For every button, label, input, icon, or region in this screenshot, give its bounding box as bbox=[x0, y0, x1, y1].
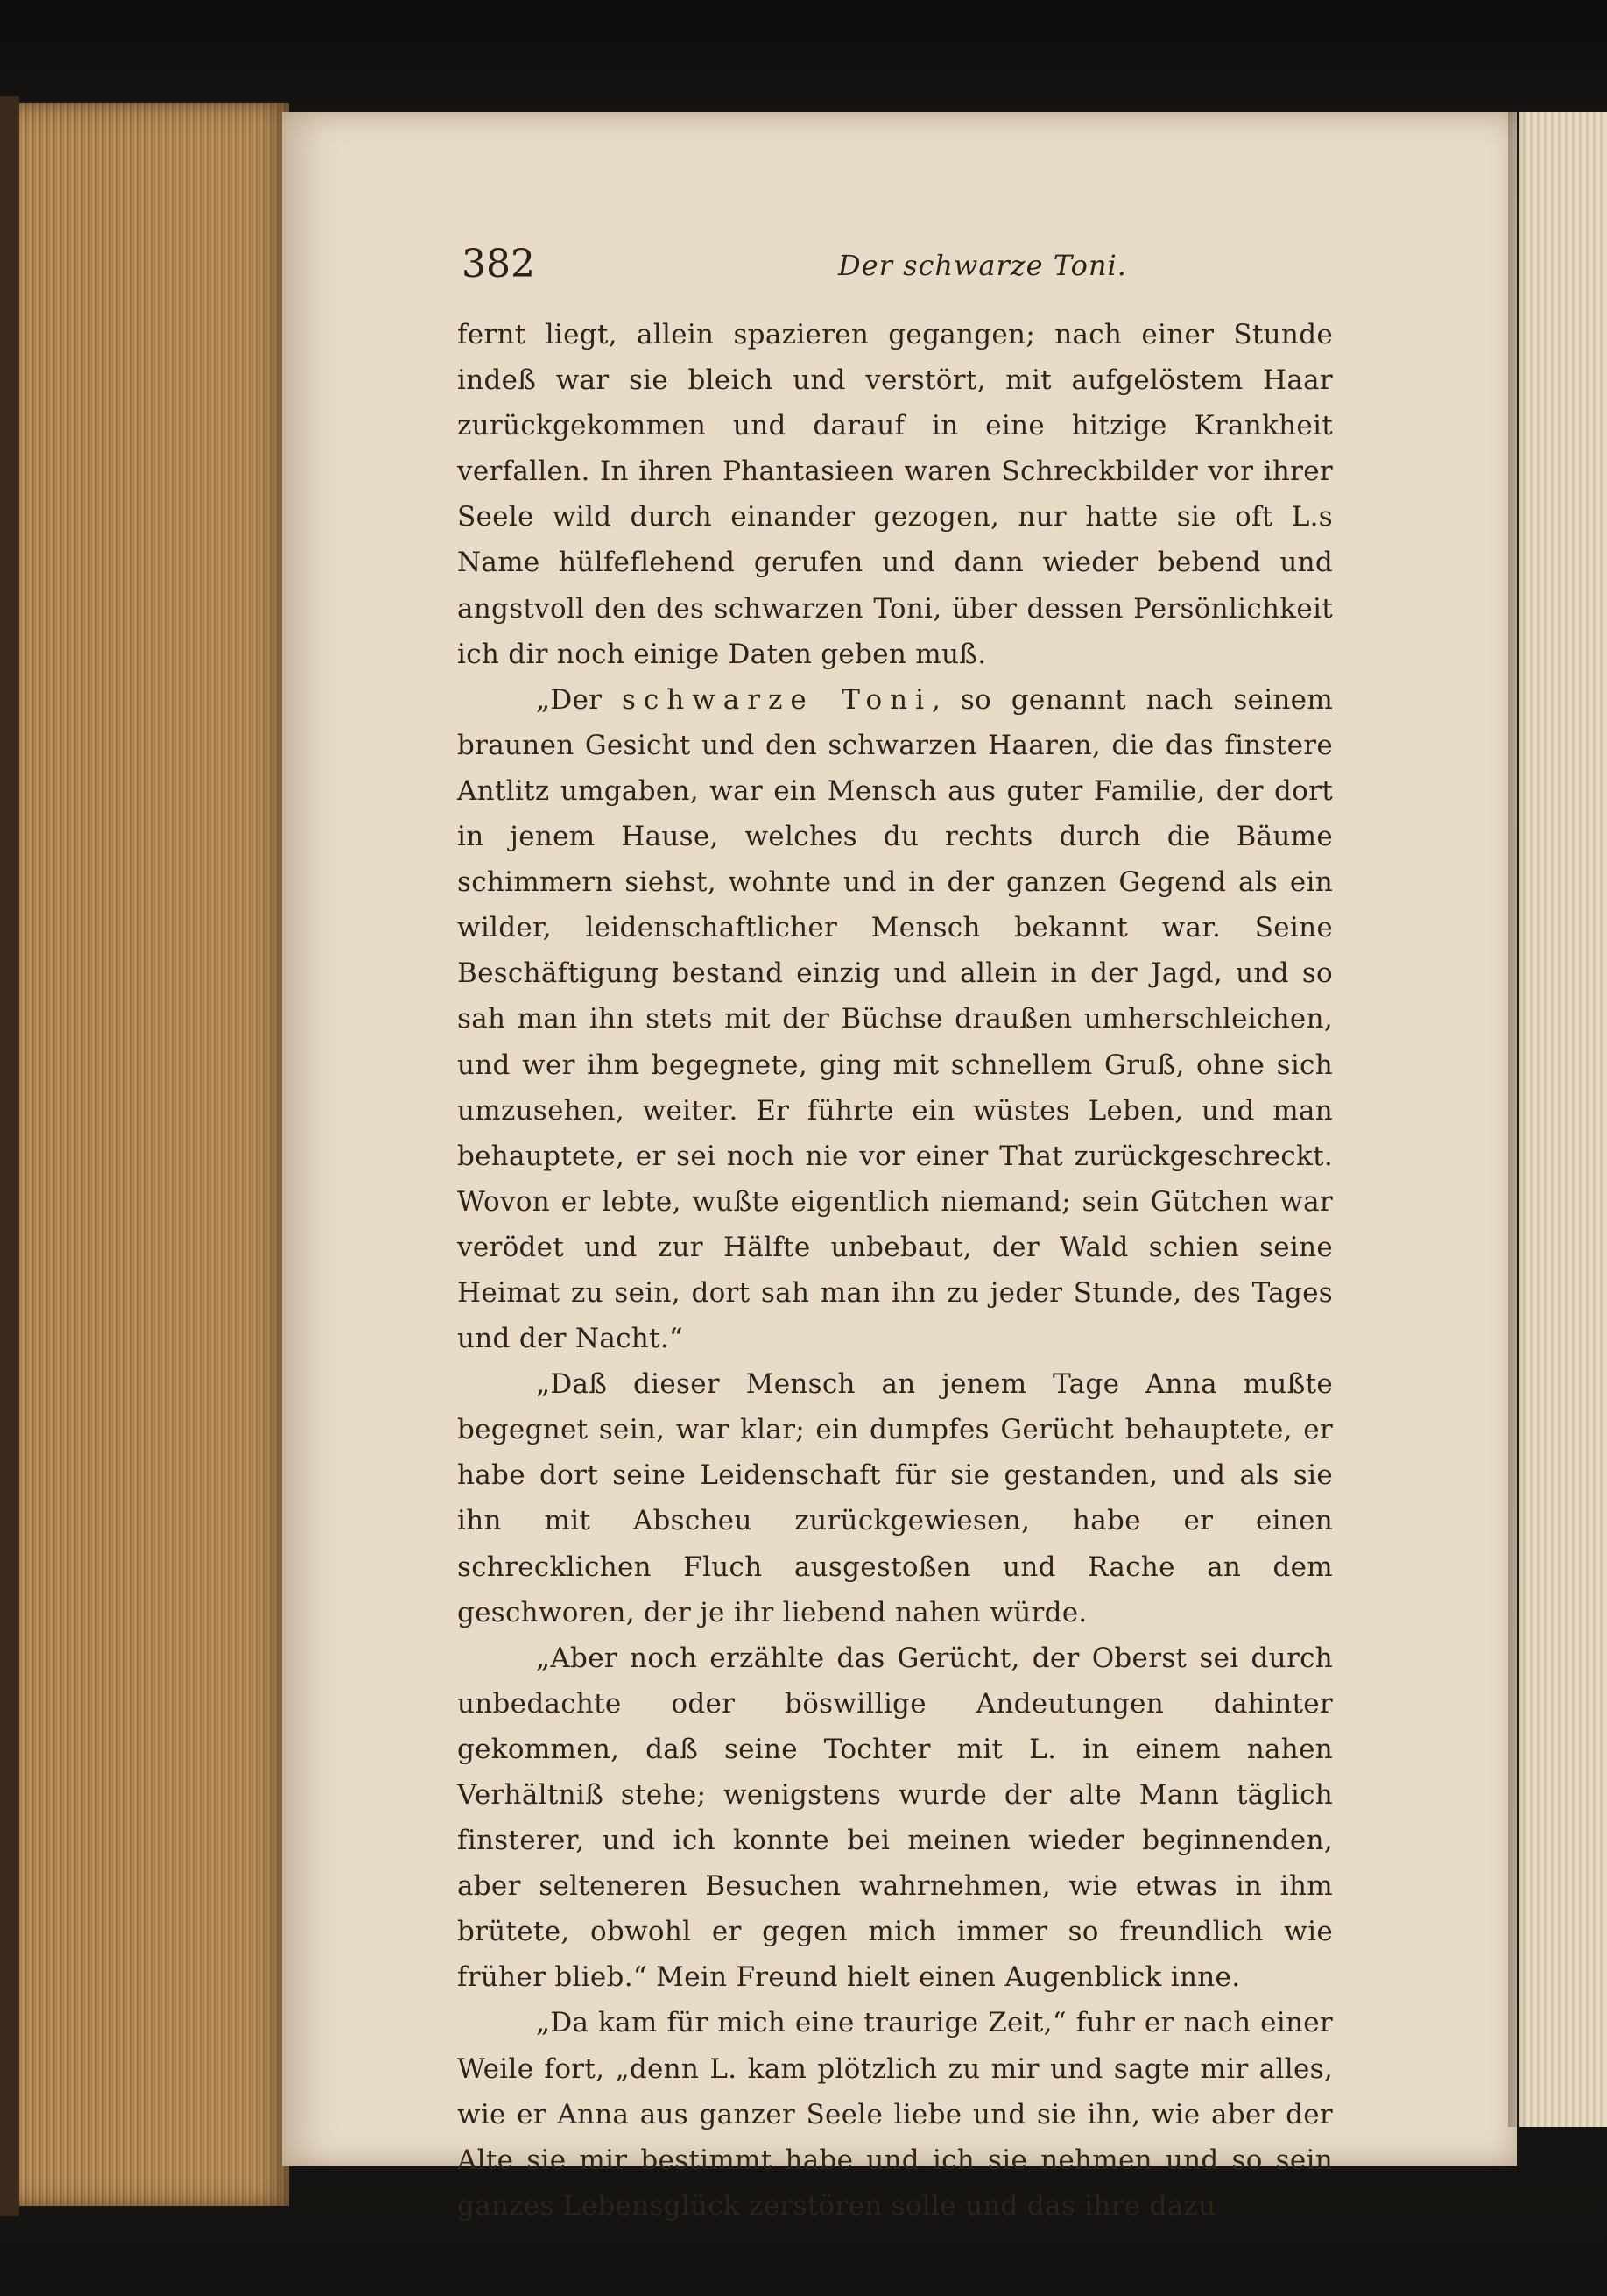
paragraph-text: fernt liegt, allein spazieren gegangen; nach einer Stunde indeß war sie bleich und verstört, mit aufgelöstem Haar zurückgekommen und darauf in eine hitzige Krankheit verfallen. In ihren Phantasieen waren Schreckbilder vor ihrer Seele wild durch einander gezogen, nur hatte sie oft L.s Name hülfeflehend gerufen und dann wieder bebend und angstvoll den des schwarzen Toni, über dessen Persönlichkeit ich dir noch einige Daten geben muß. bbox=[457, 319, 1333, 670]
paragraph bbox=[457, 1361, 1333, 1635]
page-edges-right bbox=[1519, 112, 1607, 2127]
paragraph-text: „Da kam für mich eine traurige Zeit,“ fuhr er nach einer Weile fort, „denn L. kam plötzlich zu mir und sagte mir alles, wie er Anna aus ganzer Seele liebe und sie ihn, wie aber der Alte sie mir bestimmt habe und ich sie nehmen und so sein ganzes Lebensglück zerstören solle und das ihre dazu bbox=[457, 2007, 1333, 2222]
paragraph bbox=[457, 1635, 1333, 2001]
body-text bbox=[457, 312, 1333, 2229]
paragraph bbox=[457, 312, 1333, 677]
emphasized-name: schwarze Toni bbox=[622, 683, 933, 716]
paragraph bbox=[457, 2000, 1333, 2228]
page-edges-left bbox=[0, 103, 289, 2206]
page-number: 382 bbox=[462, 242, 535, 286]
paragraph-text: „Aber noch erzählte das Gerücht, der Oberst sei durch unbedachte oder böswillige Andeutungen dahinter gekommen, daß seine Tochter mit L. in einem nahen Verhältniß stehe; wenigstens wurde der alte Mann täglich finsterer, und ich konnte bei meinen wieder beginnenden, aber selteneren Besuchen wahrnehmen, wie etwas in ihm brütete, obwohl er gegen mich immer so freundlich wie früher blieb.“ Mein Freund hielt einen Augenblick inne. bbox=[457, 1642, 1333, 1994]
book-page bbox=[282, 112, 1517, 2222]
paragraph bbox=[457, 677, 1333, 1361]
paragraph-text: „Der bbox=[536, 683, 623, 716]
paragraph-text: „Daß dieser Mensch an jenem Tage Anna mußte begegnet sein, war klar; ein dumpfes Gerücht behauptete, er habe dort seine Leidenschaft für sie gestanden, und als sie ihn mit Abscheu zurückgewiesen, habe er einen schrecklichen Fluch ausgestoßen und Rache an dem geschworen, der je ihr liebend nahen würde. bbox=[457, 1368, 1333, 1628]
paragraph-text: , so genannt nach seinem braunen Gesicht und den schwarzen Haaren, die das finstere Antlitz umgaben, war ein Mensch aus guter Familie, der dort in jenem Hause, welches du rechts durch die Bäume schimmern siehst, wohnte und in der ganzen Gegend als ein wilder, leidenschaftlicher Mensch bekannt war. Seine Beschäftigung bestand einzig und allein in der Jagd, und so sah man ihn stets mit der Büchse draußen umherschleichen, und wer ihm begegnete, ging mit schnellem Gruß, ohne sich umzusehen, weiter. Er führte ein wüstes Leben, und man behauptete, er sei noch nie vor einer That zurückgeschreckt. Wovon er lebte, wußte eigentlich niemand; sein Gütchen war verödet und zur Hälfte unbebaut, der Wald schien seine Heimat zu sein, dort sah man ihn zu jeder Stunde, des Tages und der Nacht.“ bbox=[457, 683, 1334, 1355]
page-header bbox=[282, 242, 1517, 294]
book-cover-edge bbox=[0, 96, 19, 2216]
gutter-shadow bbox=[1508, 112, 1526, 2127]
running-title: Der schwarze Toni. bbox=[838, 249, 1127, 282]
